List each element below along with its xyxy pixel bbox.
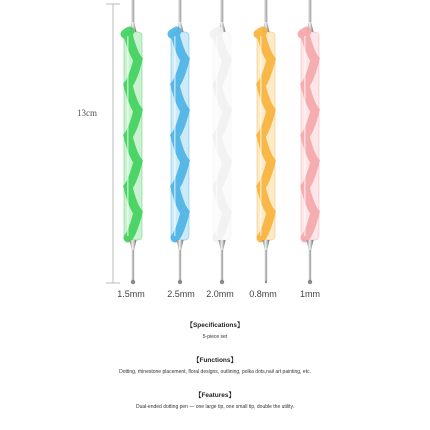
pink-pen [301,0,319,284]
blue-pen-highlight [174,36,176,236]
blue-pen-upper-tip [179,0,181,22]
orange-pen-upper-tip [265,0,267,22]
tip-size-green: 1.5mm [117,289,145,299]
orange-pen-highlight [260,36,262,236]
blue-pen-lower-stylus [179,250,181,281]
green-pen [124,0,142,284]
specifications-heading: 【Specifications】 [186,322,244,329]
green-pen-upper-tip [132,0,134,22]
pink-pen-lower-ferrule [307,240,314,250]
white-pen-upper-tip [221,0,223,22]
tip-size-row [0,289,430,303]
orange-pen-lower-stylus [265,250,267,281]
orange-pen-lower-ferrule [263,240,270,250]
tip-size-pink: 1mm [300,289,320,299]
features-heading: 【Features】 [194,392,236,399]
height-dimension-line [106,4,120,283]
tip-size-white: 2.0mm [206,289,234,299]
white-pen-lower-ferrule [219,240,226,250]
pink-pen-highlight [304,36,306,236]
green-pen-ball-tip [131,280,135,284]
specifications-text: 5-piece set [202,334,228,340]
features-text: Dual-ended dotting pen — one large tip, one small tip, double the utility. [135,404,295,410]
white-pen-lower-stylus [221,250,223,281]
orange-pen-ball-tip [265,281,267,283]
pink-pen-upper-tip [309,0,311,22]
functions-text: Dotting, rhinestone placement, floral designs, outlining, polka dots,nail art painting, etc. [119,369,311,375]
blue-pen-lower-ferrule [177,240,184,250]
tip-size-blue: 2.5mm [167,289,195,299]
green-pen-lower-stylus [132,250,134,281]
tip-size-orange: 0.8mm [249,289,277,299]
white-pen-highlight [216,36,218,236]
green-pen-highlight [127,36,129,236]
pink-pen-ball-tip [308,280,312,284]
green-pen-lower-ferrule [130,240,137,250]
white-pen-ball-tip [220,280,224,284]
height-label: 13cm [77,108,97,118]
functions-heading: 【Functions】 [192,357,238,364]
blue-pen-ball-tip [178,280,182,284]
pink-pen-lower-stylus [309,250,311,281]
orange-pen [257,0,275,283]
blue-pen [171,0,189,284]
white-pen [213,0,231,284]
